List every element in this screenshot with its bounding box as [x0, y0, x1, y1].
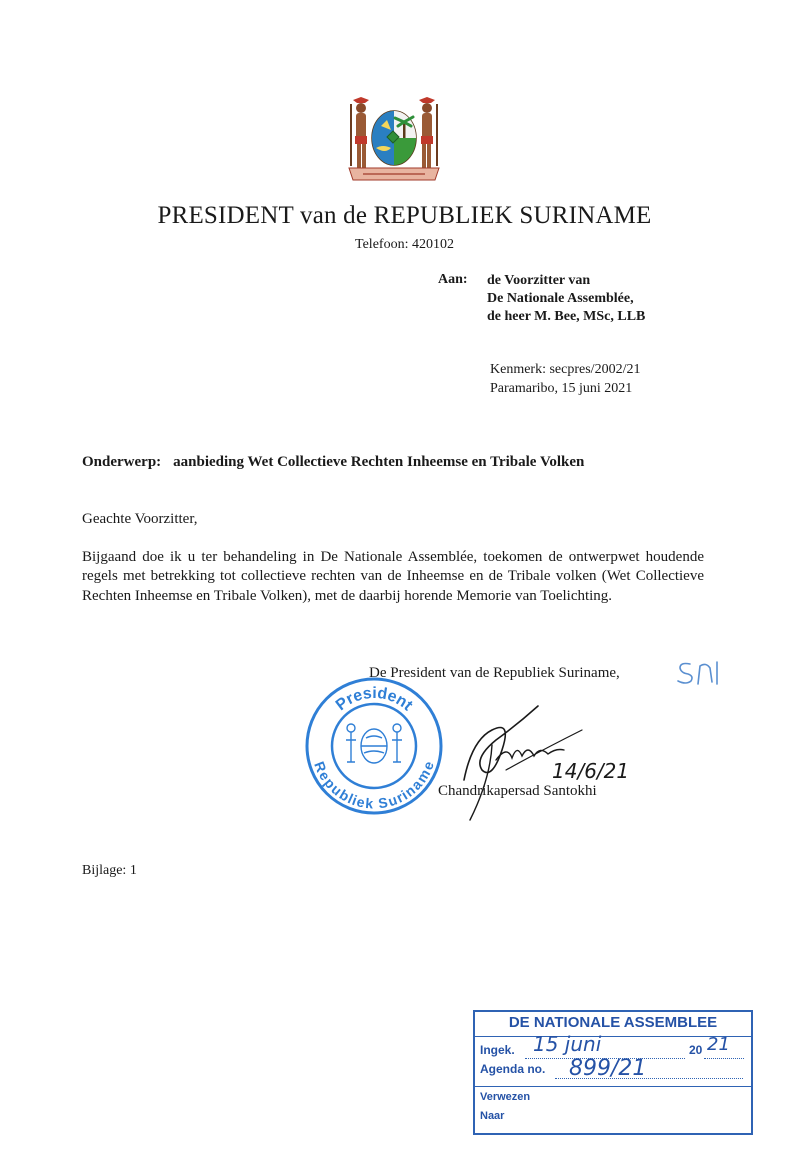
year-handwritten: 21: [707, 1034, 730, 1055]
letterhead-phone: Telefoon: 420102: [355, 237, 454, 252]
salutation: Geachte Voorzitter,: [82, 511, 198, 527]
signer-name: Chandrikapersad Santokhi: [438, 783, 597, 799]
recipient-line: De Nationale Assemblée,: [487, 291, 634, 306]
agenda-label: Agenda no.: [480, 1062, 546, 1076]
motto-ribbon: [349, 168, 439, 180]
recipient-line: de heer M. Bee, MSc, LLB: [487, 309, 646, 324]
registration-stamp-title: DE NATIONALE ASSEMBLEE: [508, 1014, 718, 1031]
left-supporter-figure: [351, 97, 369, 170]
referred-label: Verwezen: [480, 1091, 531, 1103]
subject-text: aanbieding Wet Collectieve Rechten Inheemse en Tribale Volken: [173, 454, 585, 470]
stamp-divider: [475, 1086, 751, 1087]
recipient-line: de Voorzitter van: [487, 273, 591, 288]
shield: [372, 111, 416, 165]
registration-stamp: [473, 1010, 753, 1135]
place-date: Paramaribo, 15 juni 2021: [490, 381, 633, 396]
body-paragraph: Bijgaand doe ik u ter behandeling in De Nationale Assemblée, toekomen de ontwerpwet houdende regels met betrekking tot collectieve rechten van de Inheemse en de Tribale volken (Wet Collectieve Rechten Inheemse en Tribale Volken), met de daarbij horende Memorie van Toelichting.: [82, 549, 704, 604]
year-dotline: [704, 1058, 744, 1059]
subject-label: Onderwerp:: [82, 454, 162, 470]
year-prefix: 20: [689, 1043, 703, 1057]
signature-title-line: De President van de Republiek Suriname,: [369, 665, 620, 681]
right-supporter-figure: [419, 97, 437, 170]
enclosure-note: Bijlage: 1: [82, 863, 137, 878]
seal-coat-of-arms: [346, 724, 402, 763]
handwritten-initials: [676, 658, 726, 688]
signature-date: 14/6/21: [552, 759, 630, 783]
reference-block: [490, 360, 640, 398]
handwritten-signature: [452, 700, 652, 828]
agenda-number-handwritten: 899/21: [569, 1056, 647, 1081]
received-date-handwritten: 15 juni: [533, 1032, 602, 1056]
reference-number: Kenmerk: secpres/2002/21: [490, 362, 641, 377]
coat-of-arms-emblem: [343, 96, 445, 184]
seal-bottom-text: Republiek Suriname: [311, 759, 437, 812]
subject-line: [82, 454, 584, 471]
letterhead-title: PRESIDENT van de REPUBLIEK SURINAME: [157, 202, 652, 229]
president-seal-stamp: [304, 676, 444, 816]
recipient-address: [487, 272, 645, 326]
recipient-label: Aan:: [438, 272, 468, 287]
to-label: Naar: [480, 1110, 505, 1122]
received-label: Ingek.: [480, 1043, 515, 1057]
seal-top-text: President: [332, 684, 416, 715]
